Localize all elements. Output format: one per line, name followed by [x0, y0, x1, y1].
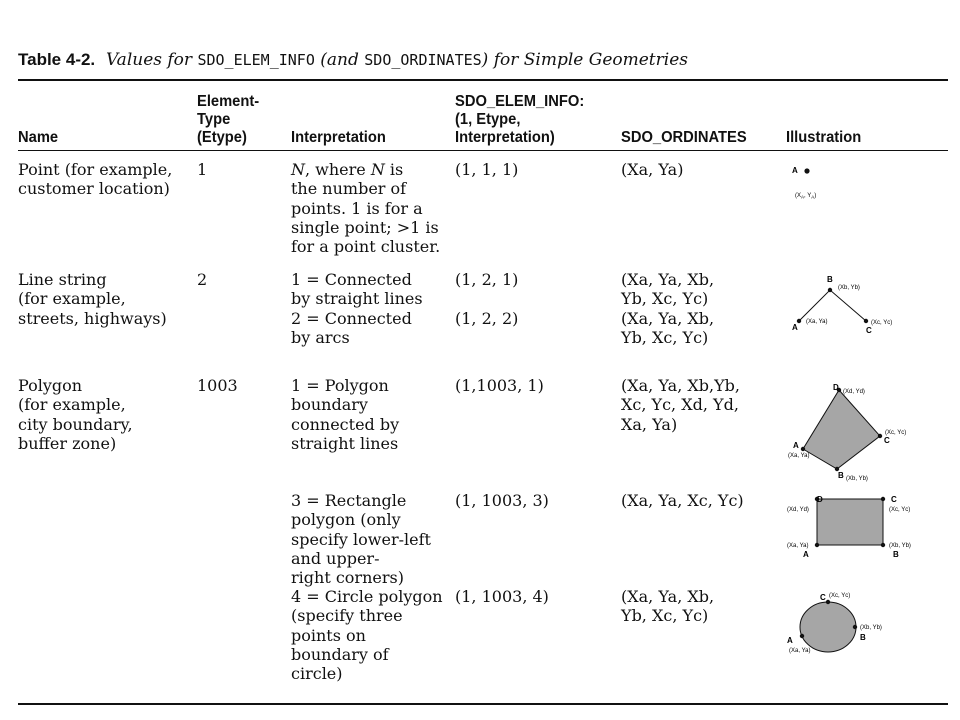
row-line-elem-info-straight: (1, 2, 1) [455, 270, 519, 289]
header-illustration: Illustration [786, 129, 862, 146]
circle-vertex-b [853, 625, 857, 629]
polygon-coord-d: (Xd, Yd) [843, 389, 865, 395]
row-point-ordinates: (Xa, Ya) [621, 160, 684, 179]
point-coord-label: ($X_A$, $Y_A$) [795, 193, 817, 200]
polygon-vertex-a [801, 447, 805, 451]
polygon-shape [803, 390, 880, 469]
n-symbol: N [370, 160, 385, 179]
caption-title-text: Values for [105, 50, 198, 70]
row-point-elem-info: (1, 1, 1) [455, 160, 519, 179]
caption-title-text: (and [314, 50, 365, 70]
circle-coord-b: (Xb, Yb) [860, 625, 882, 631]
row-rectangle-elem-info: (1, 1003, 3) [455, 491, 549, 510]
rectangle-vertex-c [881, 497, 885, 501]
polygon-label-d: D [833, 383, 839, 392]
line-label-b: B [827, 275, 833, 284]
circle-vertex-a [800, 634, 804, 638]
row-line-etype: 2 [197, 270, 208, 289]
polygon-label-a: A [793, 441, 799, 450]
row-line-interpretation-straight: 1 = Connected by straight lines [291, 270, 423, 309]
circle-coord-c: (Xc, Yc) [829, 593, 851, 599]
caption-label: Table 4-2. [18, 50, 96, 69]
row-line-elem-info-arcs: (1, 2, 2) [455, 309, 519, 328]
header-etype: Element- Type (Etype) [197, 93, 260, 146]
circle-illustration [787, 593, 882, 654]
line-string-illustration [792, 275, 892, 335]
rectangle-vertex-b [881, 543, 885, 547]
line-vertex-b [828, 288, 832, 292]
row-point-etype: 1 [197, 160, 208, 179]
row-point-name: Point (for example, customer location) [18, 160, 173, 199]
rectangle-shape [817, 499, 883, 545]
header-ordinates: SDO_ORDINATES [621, 129, 747, 146]
rectangle-illustration [787, 495, 911, 559]
circle-label-b: B [860, 633, 866, 642]
row-polygon-etype: 1003 [197, 376, 238, 395]
point-illustration [792, 166, 816, 200]
polygon-coord-b: (Xb, Yb) [846, 476, 868, 482]
row-circle-interpretation: 4 = Circle polygon (specify three points on boundary of circle) [291, 587, 443, 684]
circle-vertex-c [826, 600, 830, 604]
caption-title-text: ) for Simple Geometries [481, 50, 688, 70]
line-coord-a: (Xa, Ya) [806, 319, 828, 325]
polygon-label-c: C [884, 436, 890, 445]
circle-shape [800, 602, 856, 652]
row-polygon-elem-info: (1,1003, 1) [455, 376, 544, 395]
row-rectangle-interpretation: 3 = Rectangle polygon (only specify lower-left and upper- right corners) [291, 491, 431, 588]
rectangle-coord-c: (Xc, Yc) [889, 507, 911, 513]
row-rectangle-ordinates: (Xa, Ya, Xc, Yc) [621, 491, 744, 510]
polygon-coord-c: (Xc, Yc) [885, 430, 907, 436]
polygon-vertex-c [878, 434, 882, 438]
interp-text: is the number of points. 1 is for a single point; >1 is for a point cluster. [291, 160, 441, 257]
row-line-interpretation-arcs: 2 = Connected by arcs [291, 309, 412, 348]
n-symbol: N [291, 160, 305, 179]
row-polygon-name: Polygon (for example, city boundary, buffer zone) [18, 376, 133, 453]
row-line-name: Line string (for example, streets, highways) [18, 270, 167, 328]
polygon-illustration [788, 383, 906, 482]
point-label-a: A [792, 166, 798, 175]
row-line-ordinates-straight: (Xa, Ya, Xb, Yb, Xc, Yc) [621, 270, 715, 309]
row-line-ordinates-arcs: (Xa, Ya, Xb, Yb, Xc, Yc) [621, 309, 715, 348]
caption-code-elem-info: SDO_ELEM_INFO [197, 51, 315, 69]
polygon-label-b: B [838, 471, 844, 480]
line-vertex-c [864, 319, 868, 323]
line-label-c: C [866, 326, 872, 335]
rectangle-label-a: A [803, 550, 809, 559]
circle-coord-a: (Xa, Ya) [789, 648, 811, 654]
rectangle-label-b: B [893, 550, 899, 559]
rectangle-label-d: D [817, 495, 823, 504]
circle-label-c: C [820, 593, 826, 602]
row-polygon-ordinates: (Xa, Ya, Xb,Yb, Xc, Yc, Xd, Yd, Xa, Ya) [621, 376, 740, 434]
rectangle-coord-a: (Xa, Ya) [787, 543, 809, 549]
line-string-path [799, 290, 866, 321]
rectangle-label-c: C [891, 495, 897, 504]
header-interpretation: Interpretation [291, 129, 386, 146]
polygon-coord-a: (Xa, Ya) [788, 453, 810, 459]
rectangle-coord-d: (Xd, Yd) [787, 507, 809, 513]
header-name: Name [18, 129, 59, 146]
circle-label-a: A [787, 636, 793, 645]
row-circle-elem-info: (1, 1003, 4) [455, 587, 549, 606]
row-polygon-interpretation: 1 = Polygon boundary connected by straight lines [291, 376, 400, 453]
row-circle-ordinates: (Xa, Ya, Xb, Yb, Xc, Yc) [621, 587, 715, 626]
rectangle-coord-b: (Xb, Yb) [889, 543, 911, 549]
caption-code-ordinates: SDO_ORDINATES [364, 51, 482, 69]
line-coord-c: (Xc, Yc) [871, 320, 893, 326]
line-label-a: A [792, 323, 798, 332]
line-coord-b: (Xb, Yb) [838, 285, 860, 291]
header-elem-info: SDO_ELEM_INFO: (1, Etype, Interpretation) [455, 93, 585, 146]
interp-text: , where [305, 160, 371, 179]
rectangle-vertex-a [815, 543, 819, 547]
point-dot [804, 168, 809, 173]
